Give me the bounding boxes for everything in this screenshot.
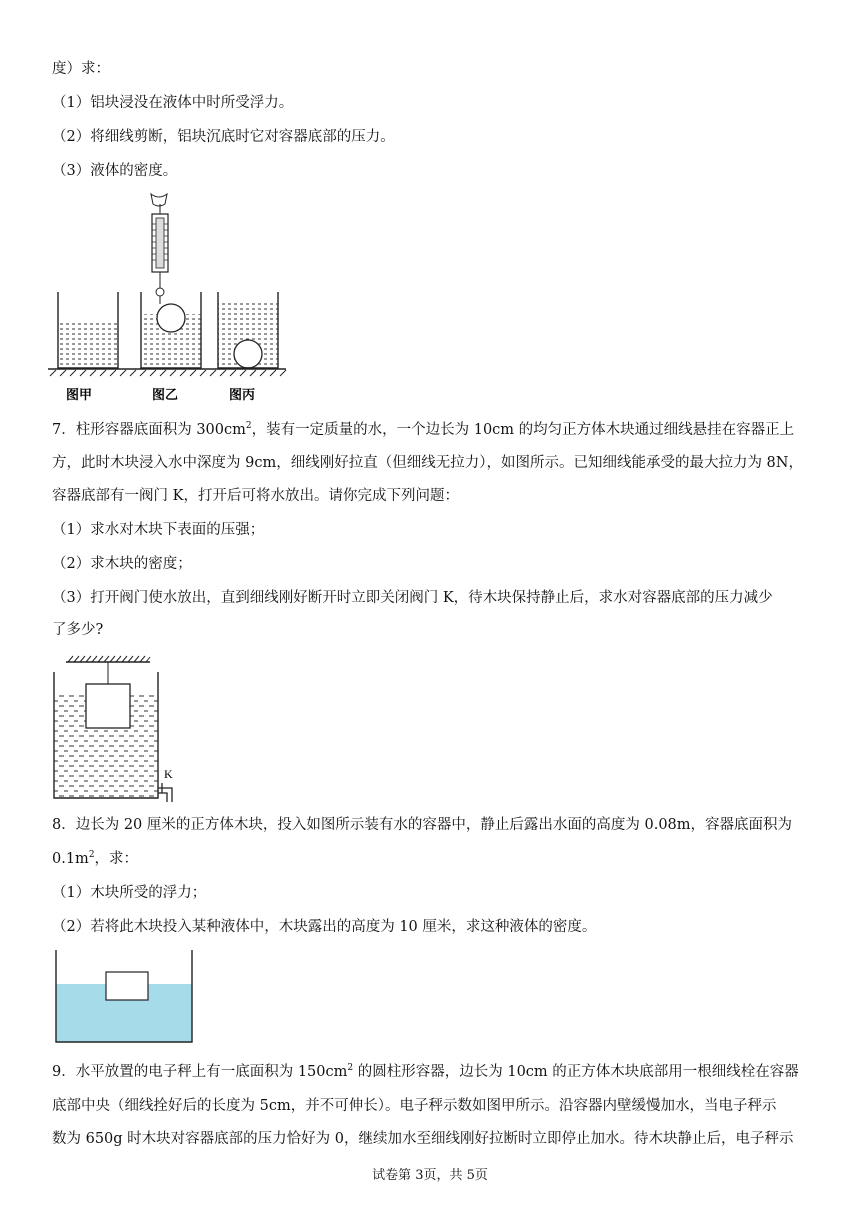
- wood-block: [86, 684, 130, 728]
- question-8-item-1: （1）木块所受的浮力；: [52, 885, 207, 901]
- question-8-item-2: （2）若将此木块投入某种液体中，木块露出的高度为 10 厘米，求这种液体的密度。: [52, 919, 597, 935]
- question-7-figure: [48, 652, 198, 804]
- question-9-stem-line-2: 底部中央（细线拴好后的长度为 5cm，并不可伸长）。电子秤示数如图甲所示。沿容器内壁缓慢加水，当电子秤示: [52, 1098, 777, 1114]
- question-6-stem-fragment: 度）求：: [52, 61, 110, 77]
- question-7-item-1: （1）求水对木块下表面的压强；: [52, 522, 265, 538]
- spring-scale-icon: [151, 194, 168, 304]
- question-6-item-2: （2）将细线剪断，铝块沉底时它对容器底部的压力。: [52, 129, 395, 145]
- question-8-figure: [54, 950, 196, 1046]
- container-bing: [218, 292, 278, 368]
- question-6-figure: [48, 192, 293, 404]
- question-7-item-3-cont: 了多少?: [52, 622, 104, 638]
- question-7-stem-line-1: 7．柱形容器底面积为 $300cm^2$，装有一定质量的水，一个边长为 10cm 的均匀正方体木块通过细线悬挂在容器正上: [52, 421, 795, 438]
- container-yi: [141, 292, 201, 368]
- question-8-stem-line-2: $0.1m^2$，求：: [52, 850, 139, 867]
- valve-icon: [158, 783, 172, 802]
- question-7-item-3: （3）打开阀门使水放出，直到细线刚好断开时立即关闭阀门 K，待木块保持静止后，求水对容器底部的压力减少: [52, 590, 773, 606]
- question-7-item-2: （2）求木块的密度；: [52, 556, 192, 572]
- question-6-item-1: （1）铝块浸没在液体中时所受浮力。: [52, 95, 294, 111]
- container-jia: [58, 292, 118, 368]
- question-8-stem-line-1: 8．边长为 20 厘米的正方体木块，投入如图所示装有水的容器中，静止后露出水面的高度为 0.08m，容器底面积为: [52, 817, 793, 833]
- fig-label-jia: 图甲: [66, 388, 93, 403]
- fig-label-yi: 图乙: [152, 388, 179, 403]
- valve-label: K: [164, 767, 173, 781]
- wood-block: [106, 972, 148, 1000]
- question-9-stem-line-1: 9．水平放置的电子秤上有一底面积为 $150cm^2$ 的圆柱形容器，边长为 10cm 的正方体木块底部用一根细线栓在容器: [52, 1063, 799, 1080]
- question-7-stem-line-2: 方，此时木块浸入水中深度为 9cm，细线刚好拉直（但细线无拉力），如图所示。已知细线能承受的最大拉力为 8N，: [52, 455, 803, 471]
- page-footer: 试卷第 3页，共 5页: [372, 1168, 488, 1183]
- question-9-stem-line-3: 数为 650g 时木块对容器底部的压力恰好为 0，继续加水至细线刚好拉断时立即停止加水。待木块静止后，电子秤示: [52, 1131, 794, 1147]
- question-7-stem-line-3: 容器底部有一阀门 K，打开后可将水放出。请你完成下列问题：: [52, 488, 459, 504]
- fig-label-bing: 图丙: [229, 388, 256, 403]
- question-6-item-3: （3）液体的密度。: [52, 163, 178, 179]
